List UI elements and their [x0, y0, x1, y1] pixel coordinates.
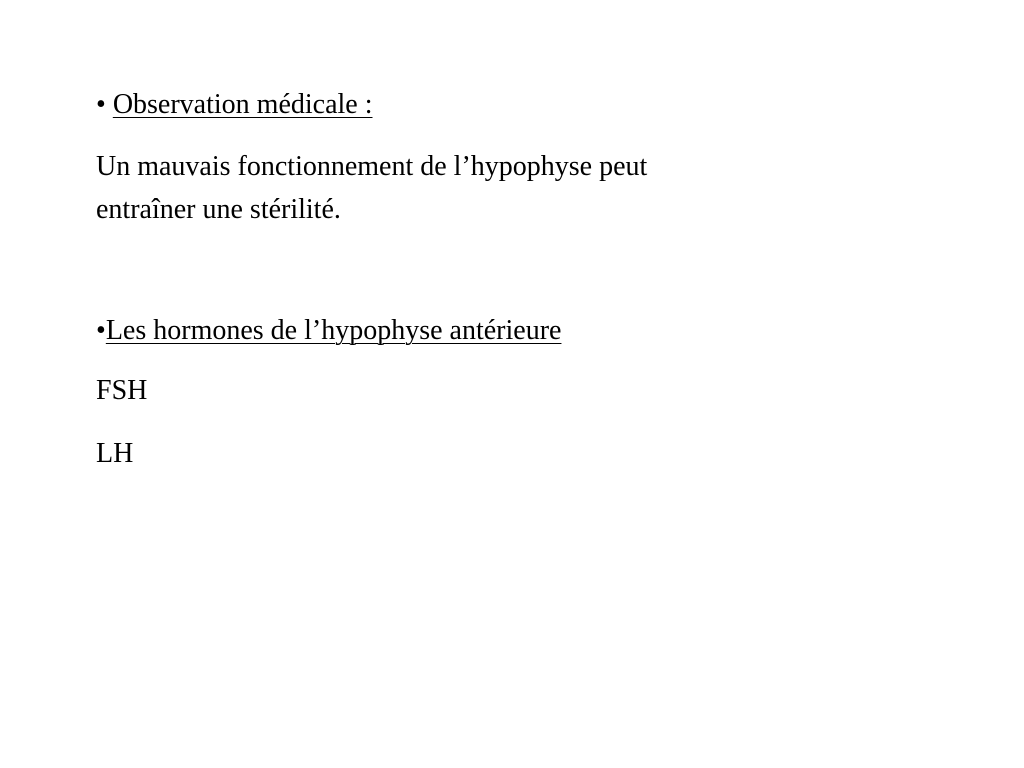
bullet: • [96, 89, 106, 120]
section-1-heading: Observation médicale : [112, 89, 373, 120]
bullet: • [96, 315, 106, 346]
section-1-heading-line [96, 88, 373, 122]
section-1-body-line-2: entraîner une stérilité. [96, 194, 341, 225]
hormone-item: FSH [96, 375, 148, 406]
section-2-heading: Les hormones de l’hypophyse antérieure [105, 315, 562, 346]
section-2-heading-line [96, 314, 561, 348]
hormone-item: LH [96, 438, 134, 469]
section-1-body-line-1: Un mauvais fonctionnement de l’hypophyse peut [96, 151, 648, 182]
